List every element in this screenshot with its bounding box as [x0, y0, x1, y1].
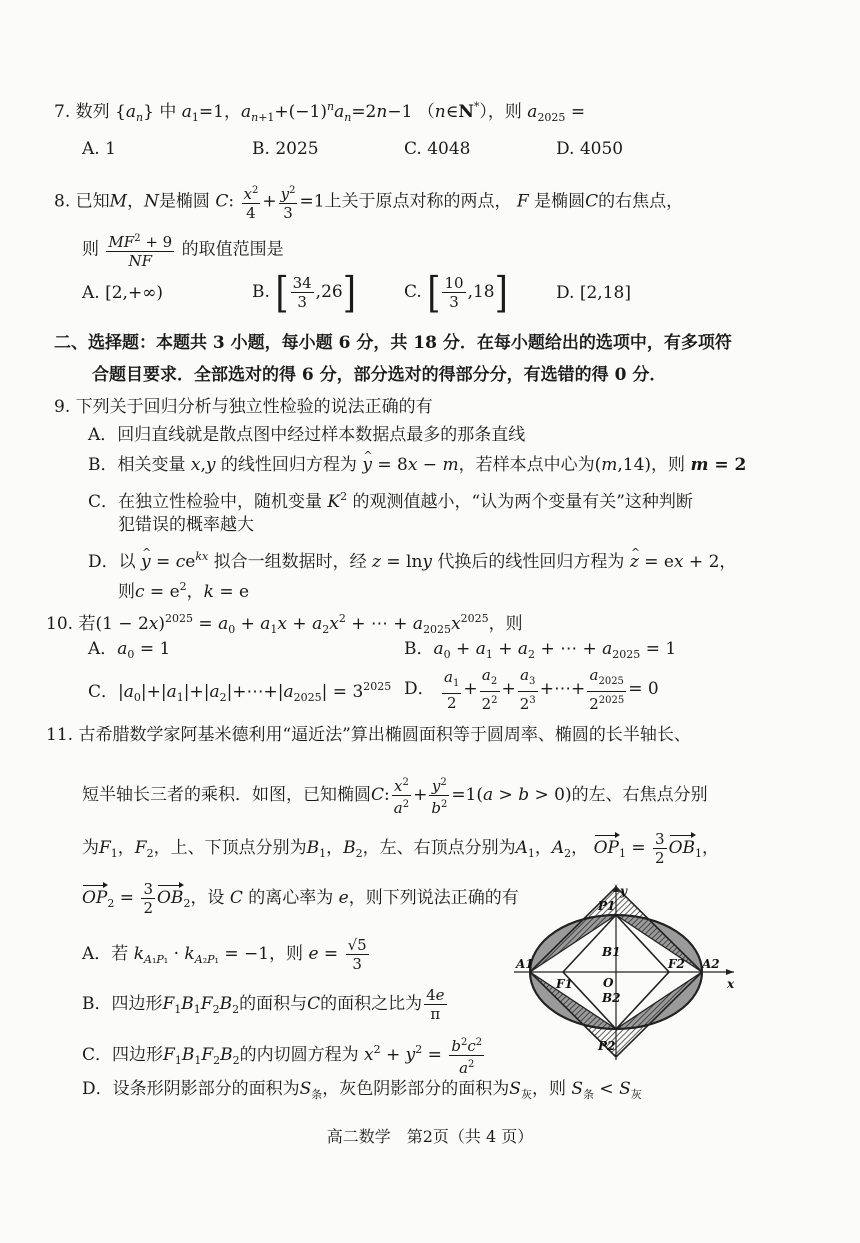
q10-option-b: B．$a_0 + a_1 + a_2$ + ⋯ + $a_{2025} = 1$	[404, 639, 677, 661]
q9-option-c-line2: 犯错误的概率越大	[118, 515, 254, 535]
q10-stem: 10. 若$(1 - 2x)^{2025} = a_0 + a_1x + a_2x^2$ + ⋯ + $a_{2025}x^{2025}$，则	[46, 612, 523, 636]
q7-option-b: B. 2025	[252, 139, 319, 159]
q10-option-d: D． $\frac{a_1}{2}$ + $\frac{a_2}{2^2}$ + $\frac{a_3}{2^3}$ +⋯+ $\frac{a_{2025}}{2^{2025}}$ = 0	[404, 666, 659, 713]
q9-option-c: C．在独立性检验中，随机变量 $K^2$ 的观测值越小，“认为两个变量有关”这种判断	[88, 490, 693, 512]
section2-heading: 二、选择题：本题共 3 小题，每小题 6 分，共 18 分．在每小题给出的选项中，有多项符	[54, 333, 732, 353]
q7-stem: 7. 数列 $\{a_n\}$ 中 $a_1=1$，$a_{n+1}+(-1)^na_n=2n-1$ （n∈N*），则 $a_{2025}$ =	[54, 100, 586, 124]
label-a2: A2	[702, 957, 720, 971]
q11-ellipse-line: 短半轴长三者的乘积．如图，已知椭圆C: $\frac{x^2}{a^2}$ + $\frac{y^2}{b^2}$ =1(a > b > 0)的左、右焦点分别	[82, 774, 708, 817]
q11-option-a: A．若 $k_{A_1P_1} \cdot k_{A_2P_1} = -1$，则 e = $\frac{√5}{3}$	[82, 936, 367, 973]
q7-option-a: A. 1	[82, 139, 116, 159]
label-o: O	[603, 976, 614, 990]
q9-option-d-line2: 则$c = e^2$，k = e	[118, 580, 250, 602]
q11-option-c: C．四边形$F_1B_1F_2B_2$的内切圆方程为 $x^2 + y^2$ = $\frac{b^2c^2}{a^2}$	[82, 1034, 486, 1077]
label-a1: A1	[516, 957, 534, 971]
label-b1: B1	[602, 945, 621, 959]
q10-option-c: C．$|a_0|+|a_1|+|a_2|+\cdots+|a_{2025}| = 3^{2025}$	[88, 680, 392, 704]
q11-points-line: 为$F_1$，$F_2$，上、下顶点分别为$B_1$，$B_2$，左、右顶点分别为$A_1$，$A_2$， $OP_1$ = $\frac{3}{2}$ $OB_1$，	[82, 830, 719, 867]
q11-option-d: D．设条形阴影部分的面积为$S_条$，灰色阴影部分的面积为$S_灰$，则 $S_条 < S_灰$	[82, 1079, 642, 1101]
q11-option-b: B．四边形$F_1B_1F_2B_2$的面积与C的面积之比为 $\frac{4e}{\pi}$	[82, 986, 445, 1023]
label-p1: P1	[598, 899, 616, 913]
q8-option-c: C. [ $\frac{10}{3}$ ,18]	[404, 267, 508, 318]
ellipse-figure	[508, 884, 740, 1062]
q9-option-d: D．以 ^ $y = ce^{kx}$ 拟合一组数据时，经 z = lny 代换后的线性回归方程为 ^ z = ex + 2，	[88, 546, 736, 573]
q10-option-a: A．$a_0 = 1$	[88, 639, 171, 661]
label-p2: P2	[598, 1039, 616, 1053]
label-y: y	[620, 884, 627, 898]
q8-option-b: B. [ $\frac{34}{3}$ ,26]	[252, 267, 356, 318]
x-axis-arrow	[726, 969, 734, 975]
q9-stem: 9. 下列关于回归分析与独立性检验的说法正确的有	[54, 397, 433, 417]
q11-stem: 11. 古希腊数学家阿基米德利用“逼近法”算出椭圆面积等于圆周率、椭圆的长半轴长、	[46, 725, 691, 745]
label-b2: B2	[602, 991, 621, 1005]
q9-option-a: A．回归直线就是散点图中经过样本数据点最多的那条直线	[88, 425, 526, 445]
q9-option-b: B．相关变量 x,y 的线性回归方程为 ^ y = 8x − m，若样本点中心为(m,14)，则 m = 2	[88, 454, 746, 476]
q7-option-d: D. 4050	[556, 139, 624, 159]
label-x: x	[727, 977, 735, 991]
label-f1: F1	[556, 977, 573, 991]
q7-option-c: C. 4048	[404, 139, 471, 159]
q8-option-a: A. [2,+∞)	[82, 283, 163, 303]
page-footer: 高二数学 第2页（共 4 页）	[326, 1127, 534, 1146]
label-f2: F2	[668, 957, 685, 971]
q8-option-d: D. [2,18]	[556, 283, 631, 303]
section2-heading-line2: 合题目要求．全部选对的得 6 分，部分选对的得部分分，有选错的得 0 分．	[92, 365, 667, 385]
q11-vector-line: $OP_2$ = $\frac{3}{2}$ $OB_2$，设 C 的离心率为 e，则下列说法正确的有	[82, 880, 519, 917]
q8-stem: 8. 已知M，N是椭圆 C: $\frac{x^2}{4}$ + $\frac{y^2}{3}$ =1上关于原点对称的两点， F 是椭圆C的右焦点，	[54, 182, 683, 222]
q8-expression: 则 $\frac{MF^2 + 9}{NF}$ 的取值范围是	[82, 230, 284, 270]
